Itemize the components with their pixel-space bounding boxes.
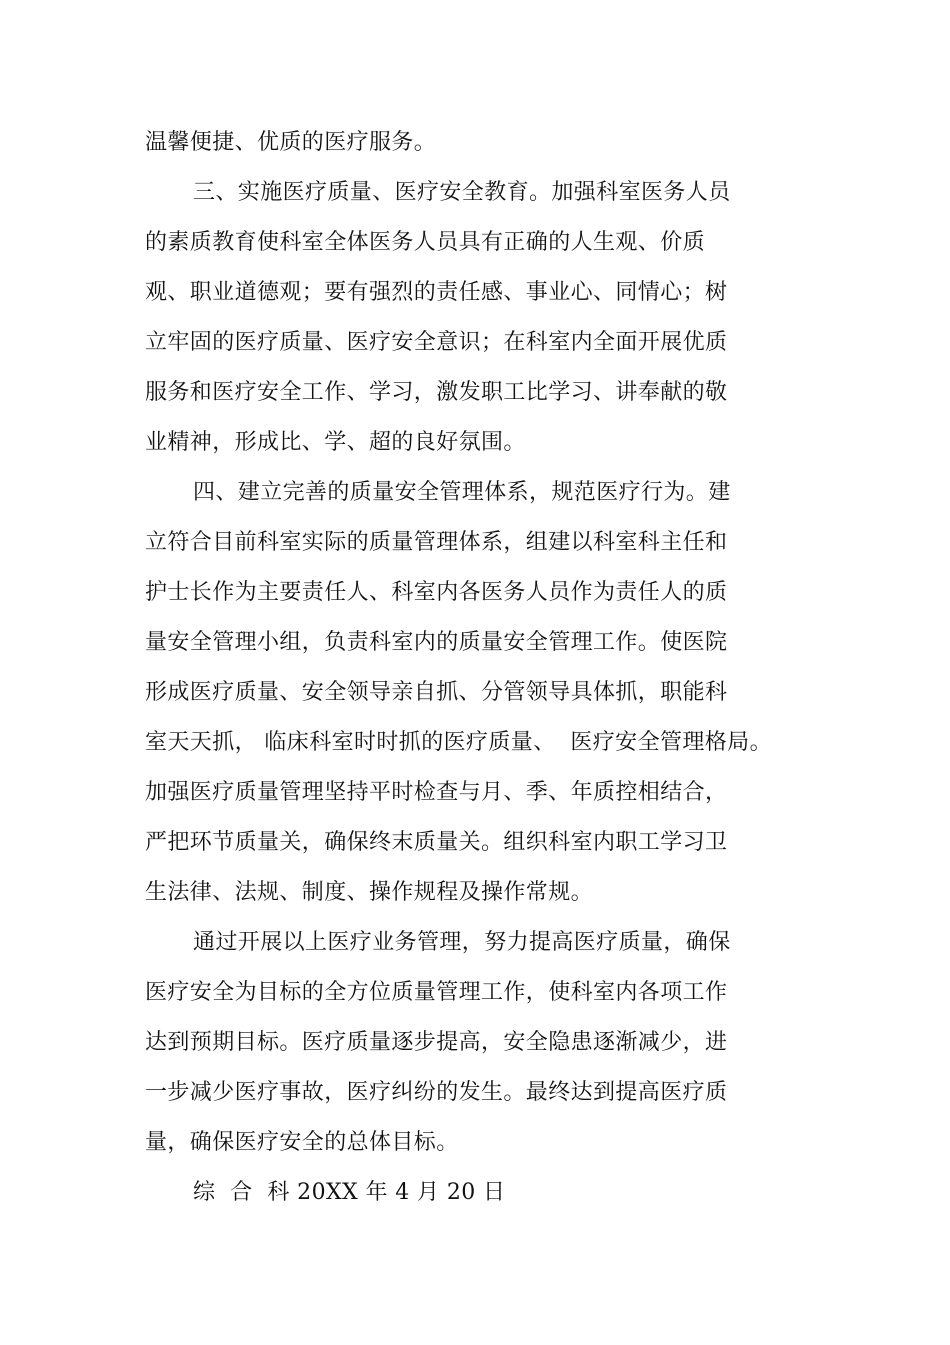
text-line: 严把环节质量关，确保终末质量关。组织科室内职工学习卫	[145, 830, 728, 855]
text-line: 达到预期目标。医疗质量逐步提高，安全隐患逐渐减少，进	[145, 1030, 728, 1055]
text-line: 业精神，形成比、学、超的良好氛围。	[145, 430, 526, 455]
text-line: 温馨便捷、优质的医疗服务。	[145, 130, 437, 155]
conclusion-paragraph-start: 通过开展以上医疗业务管理，努力提高医疗质量，确保	[193, 930, 731, 955]
section-four-heading-line: 四、建立完善的质量安全管理体系，规范医疗行为。建	[193, 480, 731, 505]
text-line: 一步减少医疗事故，医疗纠纷的发生。最终达到提高医疗质	[145, 1080, 728, 1105]
text-line: 加强医疗质量管理坚持平时检查与月、季、年质控相结合，	[145, 780, 728, 805]
text-line: 形成医疗质量、安全领导亲自抓、分管领导具体抓，职能科	[145, 680, 728, 705]
text-line: 观、职业道德观；要有强烈的责任感、事业心、同情心；树	[145, 280, 728, 305]
text-line: 服务和医疗安全工作、学习，激发职工比学习、讲奉献的敬	[145, 380, 728, 405]
text-line: 医疗安全为目标的全方位质量管理工作，使科室内各项工作	[145, 980, 728, 1005]
text-line: 室天天抓， 临床科室时时抓的医疗质量、 医疗安全管理格局。	[145, 730, 772, 755]
section-three-heading-line: 三、实施医疗质量、医疗安全教育。加强科室医务人员	[193, 180, 731, 205]
text-line: 立牢固的医疗质量、医疗安全意识；在科室内全面开展优质	[145, 330, 728, 355]
text-line: 立符合目前科室实际的质量管理体系，组建以科室科主任和	[145, 530, 728, 555]
text-line: 生法律、法规、制度、操作规程及操作常规。	[145, 880, 594, 905]
text-line: 的素质教育使科室全体医务人员具有正确的人生观、价质	[145, 230, 706, 255]
text-line: 护士长作为主要责任人、科室内各医务人员作为责任人的质	[145, 580, 728, 605]
text-line: 量安全管理小组，负责科室内的质量安全管理工作。使医院	[145, 630, 728, 655]
text-line: 量，确保医疗安全的总体目标。	[145, 1130, 459, 1155]
signature-date-line: 综 合 科 20XX 年 4 月 20 日	[193, 1180, 506, 1205]
